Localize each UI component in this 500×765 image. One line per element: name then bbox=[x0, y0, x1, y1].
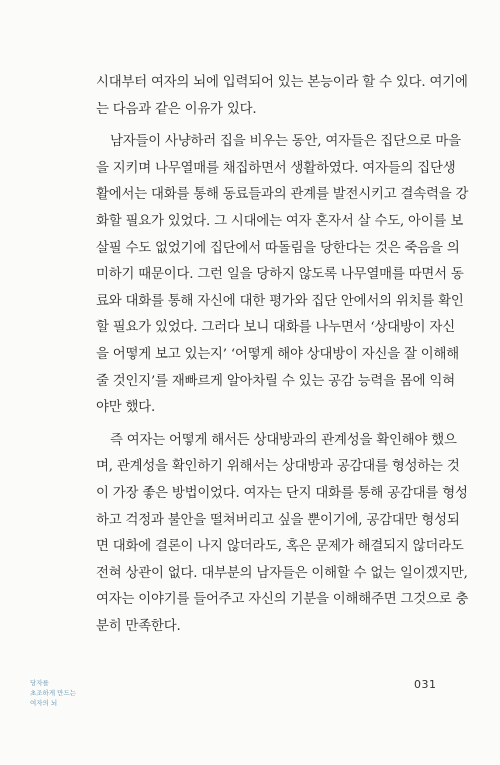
text-line: 면 대화에 결론이 나지 않더라도, 혹은 문제가 해결되지 않더라도 bbox=[96, 539, 464, 555]
text-line: 여자는 이야기를 들어주고 자신의 기분을 이해해주면 그것으로 충 bbox=[96, 592, 469, 608]
text-line: 남자들이 사냥하러 집을 비우는 동안, 여자들은 집단으로 마을 bbox=[110, 134, 461, 150]
text-line: 화할 필요가 있었다. 그 시대에는 여자 혼자서 살 수도, 아이를 보 bbox=[96, 213, 464, 229]
text-line: 시대부터 여자의 뇌에 입력되어 있는 본능이라 할 수 있다. 여기에 bbox=[96, 75, 468, 90]
text-line: 미하기 때문이다. 그런 일을 당하지 않도록 나무열매를 따면서 동 bbox=[96, 267, 464, 283]
text-line: 하고 걱정과 불안을 떨쳐버리고 싶을 뿐이기에, 공감대만 형성되 bbox=[96, 512, 460, 528]
text-line: 할 필요가 있었다. 그러다 보니 대화를 나누면서 ‘상대방이 자신 bbox=[96, 320, 455, 336]
text-line: 료와 대화를 통해 자신에 대한 평가와 집단 안에서의 위치를 확인 bbox=[96, 293, 464, 309]
footer-title-line: 초조하게 만드는 bbox=[30, 689, 77, 697]
footer-title-line: 여자의 뇌 bbox=[30, 699, 58, 707]
text-line: 이 가장 좋은 방법이었다. 여자는 단지 대화를 통해 공감대를 형성 bbox=[96, 485, 468, 501]
paragraph-2 bbox=[96, 129, 469, 422]
page-number: 031 bbox=[414, 678, 437, 691]
paragraph-1 bbox=[96, 70, 468, 123]
text-line: 을 지키며 나무열매를 채집하면서 생활하였다. 여자들의 집단생 bbox=[96, 160, 456, 176]
text-line: 을 어떻게 보고 있는지’ ‘어떻게 해야 상대방이 자신을 잘 이해해 bbox=[96, 346, 460, 362]
text-line: 살필 수도 없었기에 집단에서 따돌림을 당한다는 것은 죽음을 의 bbox=[96, 240, 460, 256]
text-line: 즉 여자는 어떻게 해서든 상대방과의 관계성을 확인해야 했으 bbox=[110, 432, 457, 448]
page-body bbox=[96, 70, 469, 640]
text-line: 분히 만족한다. bbox=[96, 618, 181, 634]
text-line: 전혀 상관이 없다. 대부분의 남자들은 이해할 수 없는 일이겠지만, bbox=[96, 565, 468, 581]
text-line: 는 다음과 같은 이유가 있다. bbox=[96, 101, 257, 117]
text-line: 야만 했다. bbox=[96, 400, 156, 416]
text-line: 활에서는 대화를 통해 동료들과의 관계를 발전시키고 결속력을 강 bbox=[96, 187, 469, 203]
footer-title-line: 당자를 bbox=[30, 679, 49, 687]
text-line: 줄 것인지’를 재빠르게 알아차릴 수 있는 공감 능력을 몸에 익혀 bbox=[96, 373, 455, 389]
paragraph-3 bbox=[96, 428, 469, 641]
running-footer-title bbox=[30, 678, 76, 708]
text-line: 며, 관계성을 확인하기 위해서는 상대방과 공감대를 형성하는 것 bbox=[96, 459, 460, 475]
